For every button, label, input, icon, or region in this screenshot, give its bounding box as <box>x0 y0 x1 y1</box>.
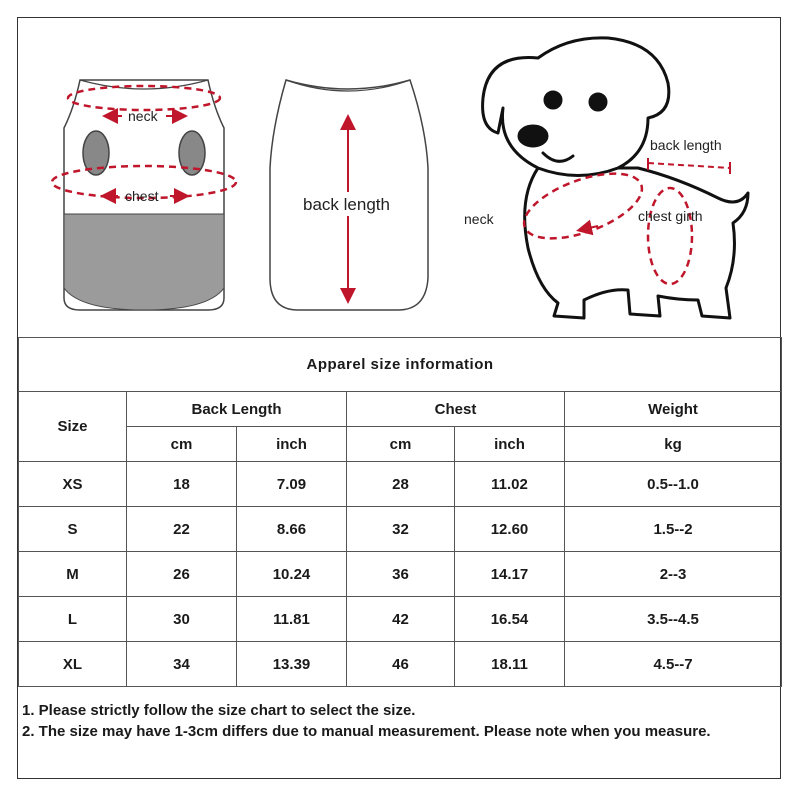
chest-cm-cell: 36 <box>347 552 455 597</box>
size-table <box>18 337 782 687</box>
weight-cell: 0.5--1.0 <box>565 462 782 507</box>
weight-cell: 4.5--7 <box>565 642 782 687</box>
unit-chest-inch: inch <box>455 427 565 462</box>
chest-cm-cell: 46 <box>347 642 455 687</box>
vest-neck-label: neck <box>128 108 158 124</box>
table-row <box>19 597 782 642</box>
chest-inch-cell: 12.60 <box>455 507 565 552</box>
size-cell: XS <box>19 462 127 507</box>
chest-inch-cell: 18.11 <box>455 642 565 687</box>
dog-neck-label: neck <box>464 211 494 227</box>
table-row <box>19 642 782 687</box>
back-cm-cell: 34 <box>127 642 237 687</box>
back-inch-cell: 8.66 <box>237 507 347 552</box>
header-chest: Chest <box>347 392 565 427</box>
measurement-illustrations <box>18 18 780 336</box>
header-size: Size <box>19 392 127 462</box>
size-cell: XL <box>19 642 127 687</box>
table-title: Apparel size information <box>19 338 782 392</box>
size-cell: S <box>19 507 127 552</box>
table-title-row <box>19 338 782 392</box>
note-line-2: 2. The size may have 1-3cm differs due to manual measurement. Please note when you measure. <box>22 723 711 740</box>
vest-back-diagram <box>270 80 428 310</box>
weight-cell: 2--3 <box>565 552 782 597</box>
dog-chest-girth-label: chest girth <box>638 208 703 224</box>
unit-back-inch: inch <box>237 427 347 462</box>
dog-back-length-label: back length <box>650 137 722 153</box>
chest-cm-cell: 32 <box>347 507 455 552</box>
back-inch-cell: 11.81 <box>237 597 347 642</box>
table-unit-row <box>19 427 782 462</box>
unit-back-cm: cm <box>127 427 237 462</box>
back-cm-cell: 18 <box>127 462 237 507</box>
back-inch-cell: 7.09 <box>237 462 347 507</box>
chest-inch-cell: 11.02 <box>455 462 565 507</box>
dog-diagram <box>483 38 748 318</box>
vest-chest-label: chest <box>125 188 159 204</box>
header-weight: Weight <box>565 392 782 427</box>
weight-cell: 3.5--4.5 <box>565 597 782 642</box>
back-inch-cell: 13.39 <box>237 642 347 687</box>
illustration-svg <box>18 18 780 336</box>
table-row <box>19 507 782 552</box>
chest-cm-cell: 42 <box>347 597 455 642</box>
vest-front-diagram <box>52 80 236 310</box>
size-notes <box>22 700 772 742</box>
vest-back-length-label: back length <box>303 195 390 214</box>
chest-inch-cell: 14.17 <box>455 552 565 597</box>
unit-chest-cm: cm <box>347 427 455 462</box>
back-inch-cell: 10.24 <box>237 552 347 597</box>
back-cm-cell: 26 <box>127 552 237 597</box>
chest-cm-cell: 28 <box>347 462 455 507</box>
table-header-row <box>19 392 782 427</box>
unit-weight-kg: kg <box>565 427 782 462</box>
chest-inch-cell: 16.54 <box>455 597 565 642</box>
size-cell: L <box>19 597 127 642</box>
header-back-length: Back Length <box>127 392 347 427</box>
table-row <box>19 552 782 597</box>
back-cm-cell: 30 <box>127 597 237 642</box>
back-cm-cell: 22 <box>127 507 237 552</box>
table-row <box>19 462 782 507</box>
size-cell: M <box>19 552 127 597</box>
weight-cell: 1.5--2 <box>565 507 782 552</box>
note-line-1: 1. Please strictly follow the size chart to select the size. <box>22 702 416 719</box>
